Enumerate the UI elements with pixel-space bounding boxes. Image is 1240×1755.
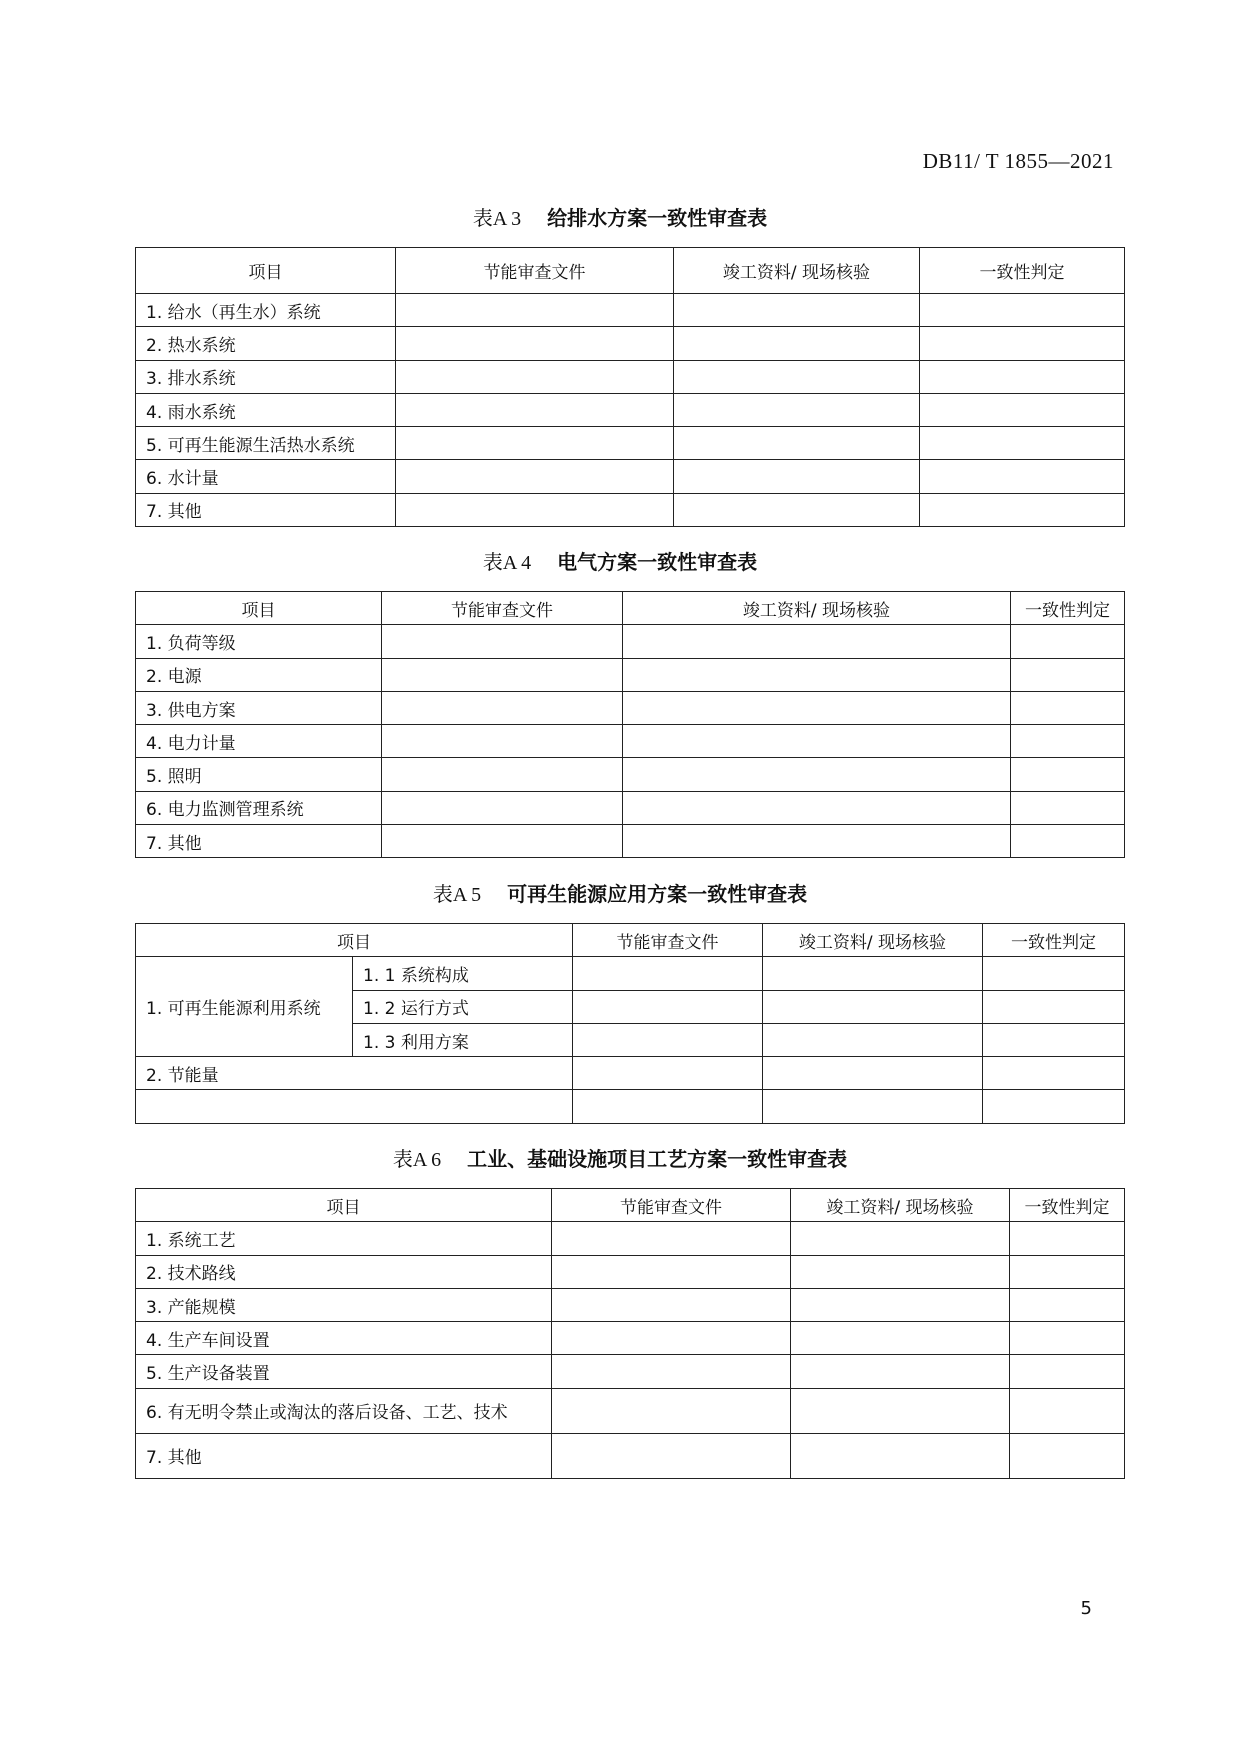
cell [674, 460, 920, 493]
cell [763, 1023, 983, 1056]
table-row [136, 758, 1125, 791]
cell [623, 791, 1011, 824]
header-item: 项目 [136, 1189, 552, 1222]
header-review-doc: 节能审查文件 [382, 592, 623, 625]
header-consistency: 一致性判定 [983, 924, 1125, 957]
row-label [136, 1090, 573, 1123]
table-a5-title: 可再生能源应用方案一致性审查表 [507, 882, 808, 906]
table-a3 [135, 247, 1125, 527]
table-row [136, 427, 1125, 460]
table-row [136, 957, 1125, 990]
header-item: 项目 [136, 924, 573, 957]
cell [1010, 1355, 1125, 1388]
row-label: 6. 电力监测管理系统 [136, 791, 382, 824]
cell [573, 1057, 763, 1090]
cell [623, 758, 1011, 791]
cell [623, 825, 1011, 858]
cell [573, 990, 763, 1023]
cell [1011, 758, 1125, 791]
cell [791, 1255, 1010, 1288]
cell [983, 1023, 1125, 1056]
cell [552, 1322, 791, 1355]
cell [382, 825, 623, 858]
table-row [136, 658, 1125, 691]
table-row [136, 1322, 1125, 1355]
cell [983, 1090, 1125, 1123]
table-row [136, 825, 1125, 858]
cell [983, 990, 1125, 1023]
table-a6-number: 表A 6 [392, 1149, 442, 1171]
group-label: 1. 可再生能源利用系统 [136, 957, 353, 1057]
row-label: 3. 产能规模 [136, 1288, 552, 1321]
cell [1010, 1255, 1125, 1288]
cell [623, 725, 1011, 758]
cell [763, 1057, 983, 1090]
table-row [136, 393, 1125, 426]
table-row [136, 791, 1125, 824]
cell [763, 1090, 983, 1123]
cell [396, 493, 674, 526]
table-row [136, 1057, 1125, 1090]
table-row [136, 725, 1125, 758]
cell [674, 360, 920, 393]
header-item: 项目 [136, 248, 396, 294]
row-label: 1. 给水（再生水）系统 [136, 294, 396, 327]
table-a4-title: 电气方案一致性审查表 [557, 550, 758, 574]
row-label: 1. 系统工艺 [136, 1222, 552, 1255]
table-a6 [135, 1188, 1125, 1479]
table-a5-number: 表A 5 [432, 884, 482, 906]
cell [1011, 791, 1125, 824]
table-a6-title: 工业、基础设施项目工艺方案一致性审查表 [467, 1147, 848, 1171]
row-label: 5. 可再生能源生活热水系统 [136, 427, 396, 460]
cell [983, 1057, 1125, 1090]
sub-row-label: 1. 3 利用方案 [353, 1023, 573, 1056]
table-a5-caption [0, 878, 1240, 907]
cell [396, 294, 674, 327]
row-label: 1. 负荷等级 [136, 625, 382, 658]
table-a4-number: 表A 4 [482, 552, 532, 574]
cell [791, 1355, 1010, 1388]
row-label: 3. 排水系统 [136, 360, 396, 393]
table-a6-caption [0, 1143, 1240, 1172]
cell [674, 327, 920, 360]
cell [920, 294, 1125, 327]
header-completion-check: 竣工资料/ 现场核验 [791, 1189, 1010, 1222]
cell [920, 327, 1125, 360]
cell [674, 393, 920, 426]
cell [573, 957, 763, 990]
cell [623, 691, 1011, 724]
table-a4-caption [0, 546, 1240, 575]
table-row [136, 460, 1125, 493]
row-label: 2. 电源 [136, 658, 382, 691]
cell [920, 393, 1125, 426]
header-completion-check: 竣工资料/ 现场核验 [623, 592, 1011, 625]
cell [674, 493, 920, 526]
cell [763, 957, 983, 990]
row-label: 2. 热水系统 [136, 327, 396, 360]
table-header-row [136, 592, 1125, 625]
cell [552, 1255, 791, 1288]
table-a5 [135, 923, 1125, 1124]
table-a3-title: 给排水方案一致性审查表 [547, 206, 768, 230]
cell [396, 427, 674, 460]
header-review-doc: 节能审查文件 [573, 924, 763, 957]
cell [920, 360, 1125, 393]
document-id: DB11/ T 1855—2021 [922, 149, 1114, 173]
cell [396, 360, 674, 393]
table-row [136, 1222, 1125, 1255]
cell [382, 691, 623, 724]
table-row [136, 1388, 1125, 1433]
cell [573, 1023, 763, 1056]
cell [552, 1288, 791, 1321]
header-item: 项目 [136, 592, 382, 625]
row-label: 3. 供电方案 [136, 691, 382, 724]
cell [920, 460, 1125, 493]
row-label: 7. 其他 [136, 825, 382, 858]
cell [396, 393, 674, 426]
table-row [136, 1090, 1125, 1123]
cell [573, 1090, 763, 1123]
cell [791, 1288, 1010, 1321]
row-label: 7. 其他 [136, 493, 396, 526]
cell [1010, 1433, 1125, 1478]
cell [920, 493, 1125, 526]
cell [552, 1388, 791, 1433]
sub-row-label: 1. 2 运行方式 [353, 990, 573, 1023]
row-label: 4. 电力计量 [136, 725, 382, 758]
cell [763, 990, 983, 1023]
header-review-doc: 节能审查文件 [552, 1189, 791, 1222]
cell [1010, 1322, 1125, 1355]
row-label: 5. 照明 [136, 758, 382, 791]
row-label: 4. 雨水系统 [136, 393, 396, 426]
cell [674, 294, 920, 327]
table-row [136, 294, 1125, 327]
cell [552, 1355, 791, 1388]
cell [1011, 825, 1125, 858]
cell [552, 1222, 791, 1255]
table-header-row [136, 248, 1125, 294]
table-row [136, 493, 1125, 526]
table-row [136, 1288, 1125, 1321]
cell [791, 1222, 1010, 1255]
row-label: 6. 有无明令禁止或淘汰的落后设备、工艺、技术 [136, 1388, 552, 1433]
cell [1010, 1222, 1125, 1255]
table-row [136, 1433, 1125, 1478]
row-label: 6. 水计量 [136, 460, 396, 493]
cell [1011, 691, 1125, 724]
cell [623, 625, 1011, 658]
cell [396, 327, 674, 360]
cell [382, 725, 623, 758]
table-a3-number: 表A 3 [472, 208, 522, 230]
row-label: 5. 生产设备装置 [136, 1355, 552, 1388]
row-label: 4. 生产车间设置 [136, 1322, 552, 1355]
header-consistency: 一致性判定 [1010, 1189, 1125, 1222]
cell [382, 791, 623, 824]
cell [382, 625, 623, 658]
cell [1011, 658, 1125, 691]
table-a4 [135, 591, 1125, 858]
cell [791, 1433, 1010, 1478]
table-row [136, 625, 1125, 658]
cell [552, 1433, 791, 1478]
cell [920, 427, 1125, 460]
cell [983, 957, 1125, 990]
cell [396, 460, 674, 493]
cell [382, 758, 623, 791]
cell [674, 427, 920, 460]
cell [1011, 725, 1125, 758]
header-review-doc: 节能审查文件 [396, 248, 674, 294]
cell [791, 1322, 1010, 1355]
cell [1011, 625, 1125, 658]
header-consistency: 一致性判定 [920, 248, 1125, 294]
row-label: 2. 技术路线 [136, 1255, 552, 1288]
cell [1010, 1388, 1125, 1433]
row-label: 2. 节能量 [136, 1057, 573, 1090]
table-row [136, 691, 1125, 724]
table-row [136, 360, 1125, 393]
table-a3-caption [0, 202, 1240, 231]
table-row [136, 1255, 1125, 1288]
table-row [136, 327, 1125, 360]
sub-row-label: 1. 1 系统构成 [353, 957, 573, 990]
header-completion-check: 竣工资料/ 现场核验 [674, 248, 920, 294]
table-header-row [136, 1189, 1125, 1222]
page-number: 5 [1080, 1598, 1092, 1619]
row-label: 7. 其他 [136, 1433, 552, 1478]
cell [791, 1388, 1010, 1433]
cell [382, 658, 623, 691]
cell [623, 658, 1011, 691]
header-completion-check: 竣工资料/ 现场核验 [763, 924, 983, 957]
cell [1010, 1288, 1125, 1321]
table-row [136, 1355, 1125, 1388]
header-consistency: 一致性判定 [1011, 592, 1125, 625]
table-header-row [136, 924, 1125, 957]
